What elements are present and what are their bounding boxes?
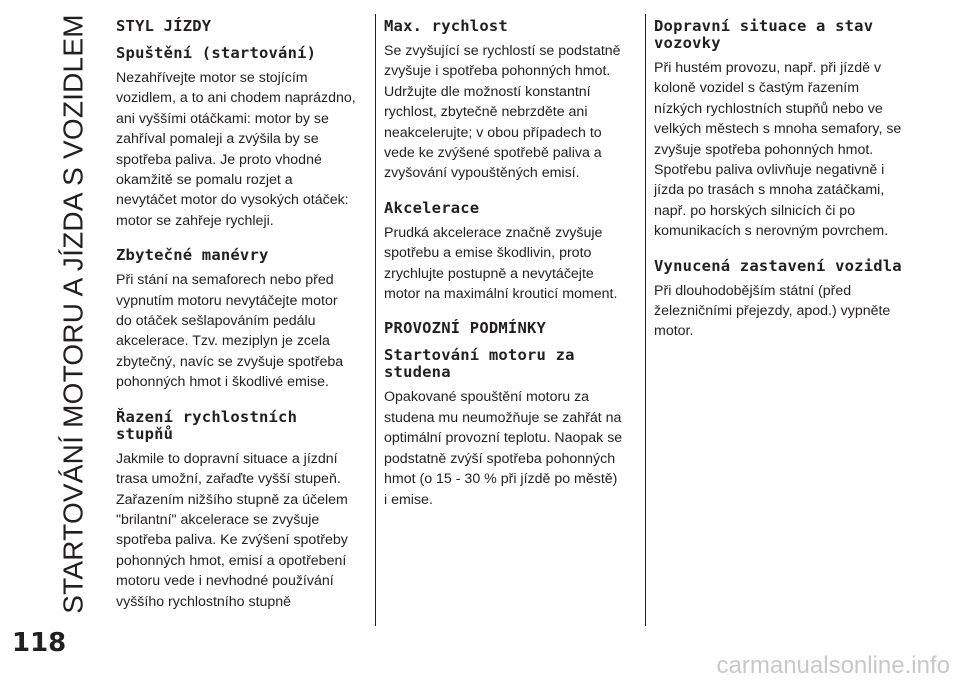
paragraph-traffic-conditions: Při hustém provozu, např. při jízdě v koloně vozidel s častým řazením nízkých rychlostních stupňů nebo ve velkých městech s mnoha semafory, se zvyšuje spotřeba pohonných hmot. Spotřebu paliva ovlivňuje negativně i jízda po trasách s mnoha zatáčkami, např. po horských silnicích či po komunikacích s nerovným povrchem. [654,60,902,240]
heading-cold-start: Startování motoru za studena [384,346,575,382]
column-divider-2 [645,14,646,626]
section-title-driving-style: STYL JÍZDY [116,17,212,35]
heading-unnecessary-manoeuvres: Zbytečné manévry [116,246,269,265]
paragraph-startup: Nezahřívejte motor se stojícím vozidlem, a to ani chodem naprázdno, ani vyššími otáčkami: motor by se zahříval pomaleji a zvýšila by se spotřeba paliva. Je proto vhodné okamžitě se pomalu rozjet a nevytáčet motor do vysokých otáček: motor se zahřeje rychleji. [116,70,356,229]
heading-gear-shifting: Řazení rychlostních stupňů [116,407,298,443]
page-number: 118 [12,628,67,658]
paragraph-forced-stops: Při dlouhodobějším státní (před železničními přejezdy, apod.) vypněte motor. [654,282,891,340]
text-column-1 [116,18,356,628]
section-title-operating-conditions: PROVOZNÍ PODMÍNKY [384,319,547,338]
paragraph-gear-shifting: Jakmile to dopravní situace a jízdní trasa umožní, zařaďte vyšší stupeň. Zařazením nižšího stupně za účelem "brilantní" akcelerace se zvyšuje spotřeba paliva. Ke zvýšení spotřeby pohonných hmot, emisí a opotřebení motoru vede i nevhodné používání vyššího rychlostního stupně [116,450,348,610]
text-column-2 [384,18,624,526]
heading-acceleration: Akcelerace [384,198,480,217]
side-chapter-title-container [38,4,110,624]
paragraph-max-speed: Se zvyšující se rychlostí se podstatně zvyšuje i spotřeba pohonných hmot. Udržujte dle možností konstantní rychlost, zbytečně nebrzděte ani neakcelerujte; v obou případech to vede ke zvýšené spotřebě paliva a zvyšování vypouštěných emisí. [384,43,621,182]
heading-startup: Spuštění (startování) [116,44,317,62]
side-chapter-title: STARTOVÁNÍ MOTORU A JÍZDA S VOZIDLEM [58,14,89,614]
heading-max-speed: Max. rychlost [384,17,508,35]
heading-forced-stops: Vynucená zastavení vozidla [654,256,902,275]
text-column-3 [654,18,906,358]
watermark: carmanualsonline.info [716,652,950,679]
column-divider-1 [375,14,376,626]
paragraph-unnecessary-manoeuvres: Při stání na semaforech nebo před vypnutím motoru nevytáčejte motor do otáček sešlapováním pedálu akcelerace. Tzv. meziplyn je zcela zbytečný, navíc se zvyšuje spotřeba pohonných hmot i škodlivé emise. [116,272,344,391]
paragraph-cold-start: Opakované spouštění motoru za studena mu neumožňuje se zahřát na optimální provozní teplotu. Naopak se podstatně zvýší spotřeba pohonných hmot (o 15 - 30 % při jízdě po městě) i emise. [384,389,623,508]
paragraph-acceleration: Prudká akcelerace značně zvyšuje spotřebu a emise škodlivin, proto zrychlujte postupně a nevytáčejte motor na maximální krouticí moment. [384,224,618,303]
heading-traffic-conditions: Dopravní situace a stav vozovky [654,17,874,52]
